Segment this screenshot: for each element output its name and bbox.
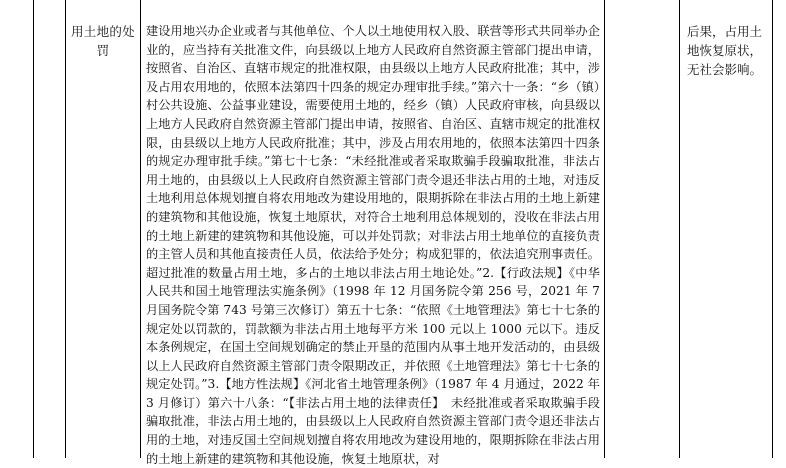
table-border-left: [33, 0, 34, 458]
table-divider-2: [140, 0, 141, 458]
penalty-table: [33, 0, 773, 466]
case-name-cell: 用土地的处罚: [70, 24, 135, 58]
empty-cell: [605, 0, 679, 458]
table-divider-4: [679, 0, 680, 458]
result-cell: 后果，占用土地恢复原状，无社会影响。: [687, 24, 763, 77]
table-divider-1: [65, 0, 66, 458]
table-border-right: [772, 0, 773, 458]
legal-basis-cell: 建设用地兴办企业或者与其他单位、个人以土地使用权入股、联营等形式共同举办企业的，应当持有关批准文件，向县级以上地方人民政府自然资源主管部门提出申请，按照省、自治区、直辖市规定的批准权限，由县级以上地方人民政府批准；其中，涉及占用农用地的，依照本法第四十四条的规定办理审批手续。”第六十一条：“乡（镇）村公共设施、公益事业建设，需要使用土地的，经乡（镇）人民政府审核，向县级以上地方人民政府自然资源主管部门提出申请，按照省、自治区、直辖市规定的批准权限，由县级以上地方人民政府批准；其中，涉及占用农用地的，依照本法第四十四条的规定办理审批手续。”第七十七条：“未经批准或者采取欺骗手段骗取批准，非法占用土地的，由县级以上人民政府自然资源主管部门责令退还非法占用的土地，对违反土地利用总体规划擅自将农用地改为建设用地的，限期拆除在非法占用的土地上新建的建筑物和其他设施，恢复土地原状，对符合土地利用总体规划的，没收在非法占用的土地上新建的建筑物和其他设施，可以并处罚款；对非法占用土地单位的直接负责的主管人员和其他直接责任人员，依法给予处分；构成犯罪的，依法追究刑事责任。超过批准的数量占用土地，多占的土地以非法占用土地论处。”2.【行政法规】《中华人民共和国土地管理法实施条例》（1998 年 12 月国务院令第 256 号，2021 年 7 月国务院令第 743 号第三次修订）第五十七条：“依照《土地管理法》第七十七条的规定处以罚款的，罚款额为非法占用土地每平方米 100 元以上 1000 元以下。违反本条例规定，在国土空间规划确定的禁止开垦的范围内从事土地开发活动的，由县级以上人民政府自然资源主管部门责令限期改正，并依照《土地管理法》第七十七条的规定处罚。”3.【地方性法规】《河北省土地管理条例》（1987 年 4 月通过，2022 年 3 月修订）第六十八条：“【非法占用土地的法律责任】 未经批准或者采取欺骗手段骗取批准，非法占用土地的，由县级以上人民政府自然资源主管部门责令退还非法占用的土地，对违反国土空间规划擅自将农用地改为建设用地的，限期拆除在非法占用的土地上新建的建筑物和其他设施，恢复土地原状，对: [146, 24, 600, 466]
